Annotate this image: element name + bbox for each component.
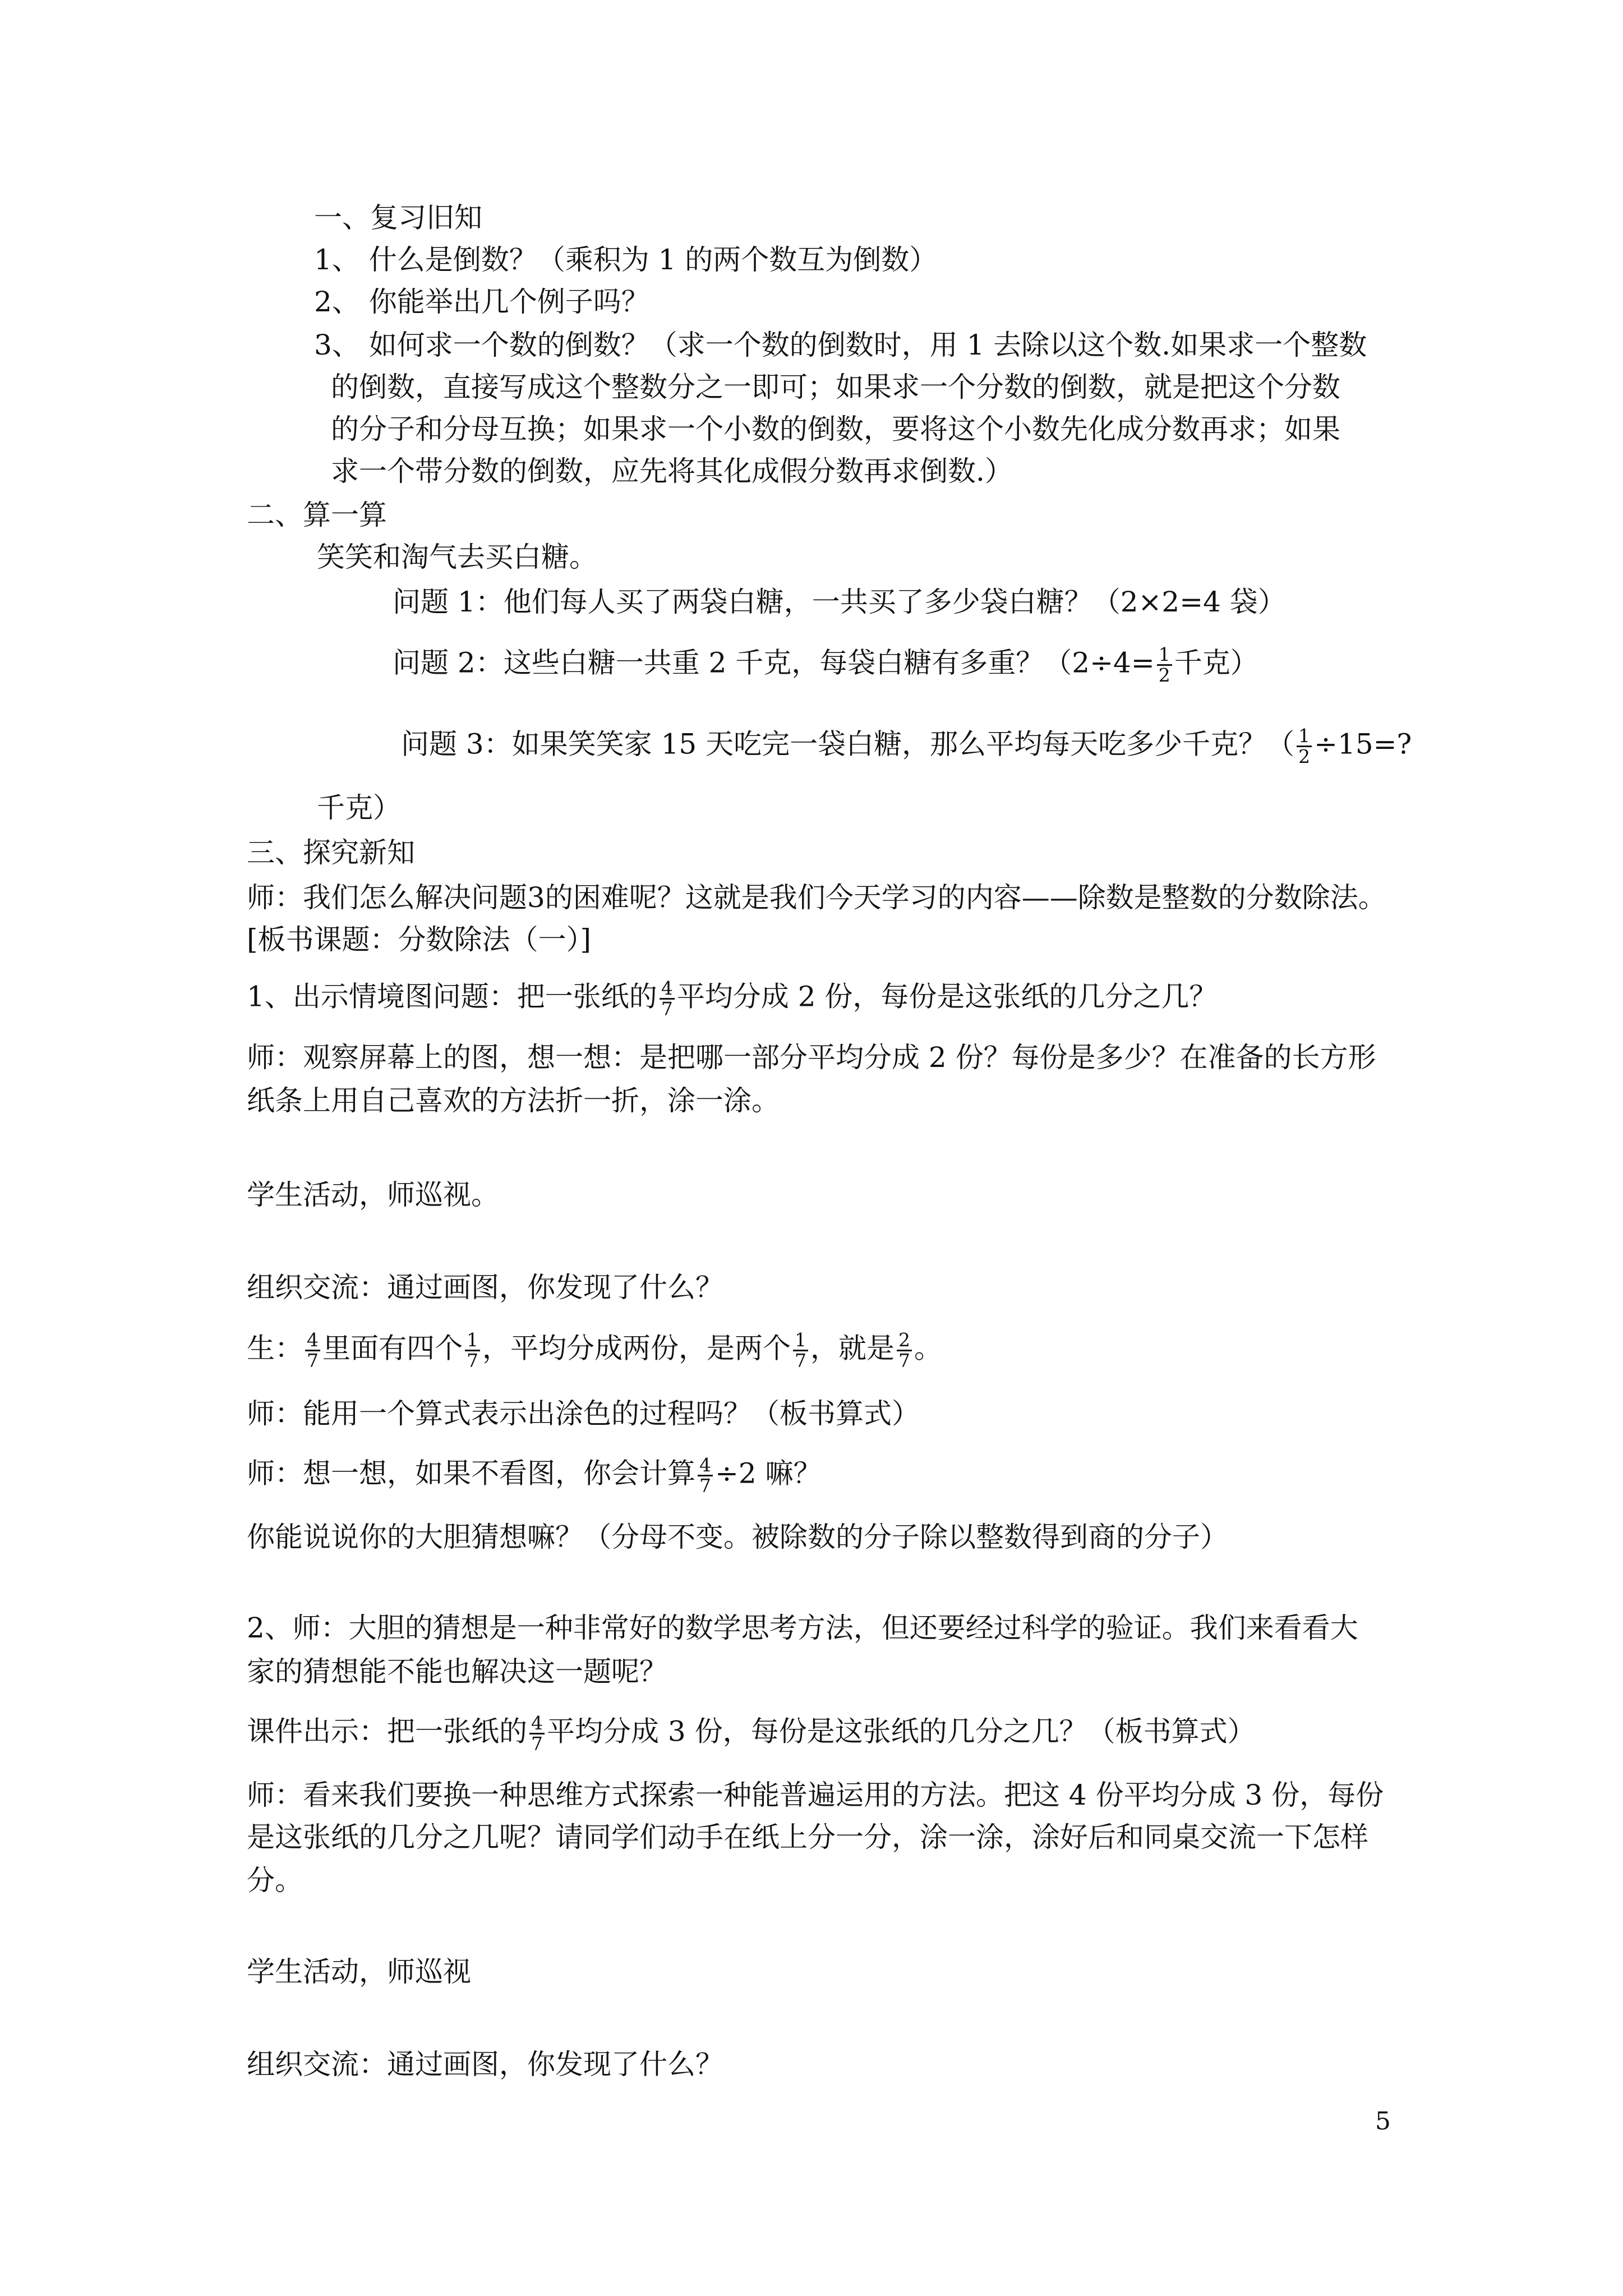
student-activity-2: 学生活动，师巡视: [247, 1955, 471, 1988]
review-item-3: 3、 如何求一个数的倒数？（求一个数的倒数时，用 1 去除以这个数.如果求一个整数: [314, 329, 1367, 361]
teacher-line-2: 师：观察屏幕上的图，想一想：是把哪一部分平均分成 2 份？每份是多少？在准备的长方形: [247, 1041, 1376, 1074]
teacher-line-1: 师：我们怎么解决问题3的困难呢？这就是我们今天学习的内容——除数是整数的分数除法。: [247, 881, 1386, 914]
fraction-two-sevenths: $\frac{2}{7}$: [897, 1331, 912, 1370]
teacher-line-3: 师：能用一个算式表示出涂色的过程吗？（板书算式）: [247, 1397, 920, 1430]
question-3: 问题 3：如果笑笑家 15 天吃完一袋白糖，那么平均每天吃多少千克？（ $\frac{1}{2}$ ÷15=?: [401, 725, 1412, 767]
question-3-cont: 千克）: [317, 792, 401, 824]
fraction-one-seventh: $\frac{1}{7}$: [793, 1331, 808, 1370]
teacher-line-6-cont-1: 是这张纸的几分之几呢？请同学们动手在纸上分一分，涂一涂，涂好后和同桌交流一下怎样: [247, 1821, 1368, 1853]
teacher-line-4: 师：想一想，如果不看图，你会计算 $\frac{4}{7}$ ÷2 嘛？: [247, 1454, 822, 1497]
teacher-line-6-cont-2: 分。: [247, 1864, 303, 1897]
discussion-2: 组织交流：通过画图，你发现了什么？: [247, 2048, 723, 2081]
student-answer: 生： $\frac{4}{7}$ 里面有四个 $\frac{1}{7}$ ，平均分成两份，是两个 $\frac{1}{7}$ ，就是 $\frac{2}{7}$ 。: [247, 1329, 942, 1372]
teacher-line-6: 师：看来我们要换一种思维方式探索一种能普遍运用的方法。把这 4 份平均分成 3 份，每份: [247, 1779, 1384, 1811]
courseware-problem: 课件出示：把一张纸的 $\frac{4}{7}$ 平均分成 3 份，每份是这张纸的几分之几？（板书算式）: [247, 1712, 1256, 1755]
scenario-problem-1: 1、出示情境图问题：把一张纸的 $\frac{4}{7}$ 平均分成 2 份，每份是这张纸的几分之几？: [247, 977, 1218, 1020]
review-item-3-cont-1: 的倒数，直接写成这个整数分之一即可；如果求一个分数的倒数，就是把这个分数: [331, 371, 1340, 403]
fraction-four-sevenths: $\frac{4}{7}$: [698, 1456, 713, 1496]
review-item-3-cont-3: 求一个带分数的倒数，应先将其化成假分数再求倒数.）: [331, 455, 1013, 487]
section-heading-explore: 三、探究新知: [247, 836, 415, 869]
review-item-3-cont-2: 的分子和分母互换；如果求一个小数的倒数，要将这个小数先化成分数再求；如果: [331, 413, 1340, 445]
fraction-one-seventh: $\frac{1}{7}$: [465, 1331, 480, 1370]
teacher-line-2-cont: 纸条上用自己喜欢的方法折一折，涂一涂。: [247, 1084, 780, 1117]
guess-prompt: 你能说说你的大胆猜想嘛？（分母不变。被除数的分子除以整数得到商的分子）: [247, 1521, 1228, 1553]
board-title: [板书课题：分数除法（一）]: [247, 923, 592, 956]
section-heading-calc: 二、算一算: [247, 499, 387, 531]
section-heading-review: 一、复习旧知: [314, 201, 482, 234]
question-2: 问题 2：这些白糖一共重 2 千克，每袋白糖有多重？（2÷4= $\frac{1}{2}$ 千克）: [393, 643, 1258, 686]
question-1: 问题 1：他们每人买了两袋白糖，一共买了多少袋白糖？（2×2=4 袋）: [393, 586, 1286, 618]
fraction-half: $\frac{1}{2}$: [1157, 645, 1172, 685]
student-activity-1: 学生活动，师巡视。: [247, 1179, 499, 1211]
fraction-four-sevenths: $\frac{4}{7}$: [529, 1714, 545, 1754]
page-number: 5: [1375, 2107, 1391, 2136]
fraction-half: $\frac{1}{2}$: [1297, 726, 1312, 766]
review-item-1: 1、 什么是倒数？（乘积为 1 的两个数互为倒数）: [314, 243, 938, 276]
teacher-line-5: 2、师：大胆的猜想是一种非常好的数学思考方法，但还要经过科学的验证。我们来看看大: [247, 1612, 1358, 1644]
review-item-2: 2、 你能举出几个例子吗？: [314, 286, 649, 318]
calc-intro: 笑笑和淘气去买白糖。: [317, 541, 597, 573]
fraction-four-sevenths: $\frac{4}{7}$: [660, 979, 675, 1019]
teacher-line-5-cont: 家的猜想能不能也解决这一题呢？: [247, 1655, 667, 1688]
discussion-1: 组织交流：通过画图，你发现了什么？: [247, 1271, 723, 1304]
fraction-four-sevenths: $\frac{4}{7}$: [305, 1331, 320, 1370]
